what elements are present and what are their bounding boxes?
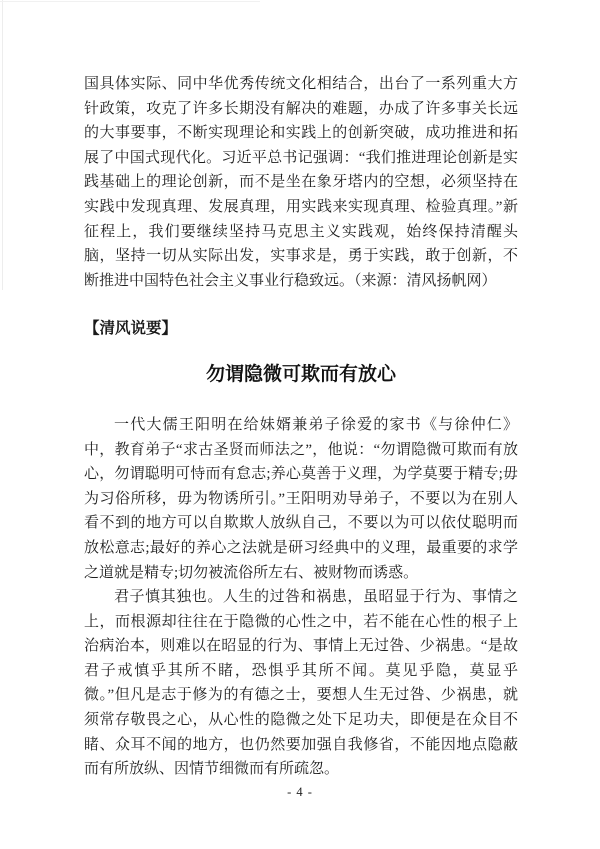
body-paragraph-2: 一代大儒王阳明在给妹婿兼弟子徐爱的家书《与徐仲仁》中，教育弟子“求古圣贤而师法之”，他说：“勿谓隐微可欺而有放心，勿谓聪明可恃而有怠志;养心莫善于义理，为学莫要于精专;毋为习俗所移，毋为物诱所引。”王阳明劝导弟子，不要以为在别人看不到的地方可以自欺欺人放纵自己，不要以为可以依仗聪明而放松意志;最好的养心之法就是研习经典中的义理，最重要的求学之道就是精专;切勿被流俗所左右、被财物而诱惑。 <box>84 416 518 581</box>
page-content <box>84 72 518 782</box>
body-paragraph-continued: 国具体实际、同中华优秀传统文化相结合，出台了一系列重大方针政策，攻克了许多长期没有解决的难题，办成了许多事关长远的大事要事，不断实现理论和实践上的创新突破，成功推进和拓展了中国式现代化。习近平总书记强调：“我们推进理论创新是实践基础上的理论创新，而不是坐在象牙塔内的空想，必须坚持在实践中发现真理、发展真理，用实践来实现真理、检验真理。”新征程上，我们要继续坚持马克思主义实践观，始终保持清醒头脑，坚持一切从实际出发，实事求是，勇于实践，敢于创新，不断推进中国特色社会主义事业行稳致远。（来源：清风扬帆网） <box>84 76 518 289</box>
article-title: 勿谓隐微可欺而有放心 <box>205 363 396 385</box>
body-paragraph-3: 君子慎其独也。人生的过咎和祸患，虽昭显于行为、事情之上，而根源却往往在于隐微的心性之中，若不能在心性的根子上治病治本，则难以在昭显的行为、事情上无过咎、少祸患。“是故君子戒慎乎其所不睹，恐惧乎其所不闻。莫见乎隐，莫显乎微。”但凡是志于修为的有德之士，要想人生无过咎、少祸患，就须常存敬畏之心，从心性的隐微之处下足功夫，即便是在众目不睹、众耳不闻的地方，也仍然要加强自我修省，不能因地点隐蔽而有所放纵、因情节细微而有所疏忽。 <box>84 589 518 778</box>
page-number: - 4 - <box>287 785 313 799</box>
section-header: 【清风说要】 <box>84 320 178 338</box>
